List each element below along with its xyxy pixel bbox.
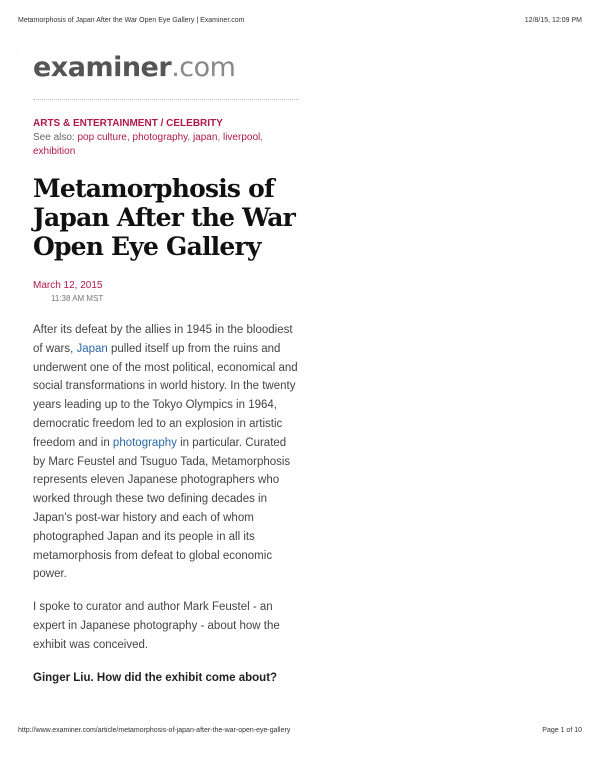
logo-part-examiner: examiner <box>33 52 172 83</box>
print-footer-page: Page 1 of 10 <box>542 727 582 734</box>
category-link-arts[interactable]: ARTS & ENTERTAINMENT <box>33 118 158 129</box>
category-section <box>33 117 303 159</box>
header-divider <box>33 99 299 100</box>
article-title: Metamorphosis of Japan After the War Open Eye Gallery <box>33 174 296 261</box>
paragraph-2: I spoke to curator and author Mark Feustel - an expert in Japanese photography - about how the exhibit was conceived. <box>33 601 280 651</box>
examiner-logo[interactable] <box>33 52 235 83</box>
see-also: See also: pop culture, photography, japan, liverpool, exhibition <box>33 132 264 157</box>
category-breadcrumb <box>33 117 303 131</box>
article-date: March 12, 2015 <box>33 280 103 291</box>
article-body <box>33 321 299 701</box>
link-japan[interactable]: Japan <box>76 342 108 355</box>
tag-japan[interactable]: japan <box>192 132 218 143</box>
tag-pop-culture[interactable]: pop culture <box>77 132 127 143</box>
article-time: 11:38 AM MST <box>51 294 104 303</box>
tag-photography[interactable]: photography <box>132 132 188 143</box>
print-header-title: Metamorphosis of Japan After the War Open Eye Gallery | Examiner.com <box>18 17 245 24</box>
corner-dot: · <box>17 48 19 54</box>
print-footer-url: http://www.examiner.com/article/metamorphosis-of-japan-after-the-war-open-eye-gallery <box>18 727 291 734</box>
logo-part-com: .com <box>171 52 236 83</box>
print-footer <box>18 727 582 734</box>
tag-liverpool[interactable]: liverpool <box>222 132 261 143</box>
link-photography[interactable]: photography <box>112 436 177 449</box>
paragraph-1: After its defeat by the allies in 1945 in the bloodiest of wars, Japan pulled itself up from the ruins and underwent one of the most political, economical and social transformations in world history. In the twenty years leading up to the Tokyo Olympics in 1964, democratic freedom led to an explosion in artistic freedom and in photography in particular. Curated by Marc Feustel and Tsuguo Tada, Metamorphosis represents eleven Japanese photographers who worked through these two defining decades in Japan's post-war history and each of whom photographed Japan and its people in all its metamorphosis from defeat to global economic power. <box>33 324 298 581</box>
print-header <box>18 17 582 24</box>
tag-exhibition[interactable]: exhibition <box>33 146 76 157</box>
category-separator: / <box>157 118 167 129</box>
category-link-celebrity[interactable]: CELEBRITY <box>166 118 223 129</box>
interview-question: Ginger Liu. How did the exhibit come about? <box>33 671 278 684</box>
see-also-label: See also: <box>33 132 78 143</box>
print-header-datetime: 12/8/15, 12:09 PM <box>524 17 582 24</box>
